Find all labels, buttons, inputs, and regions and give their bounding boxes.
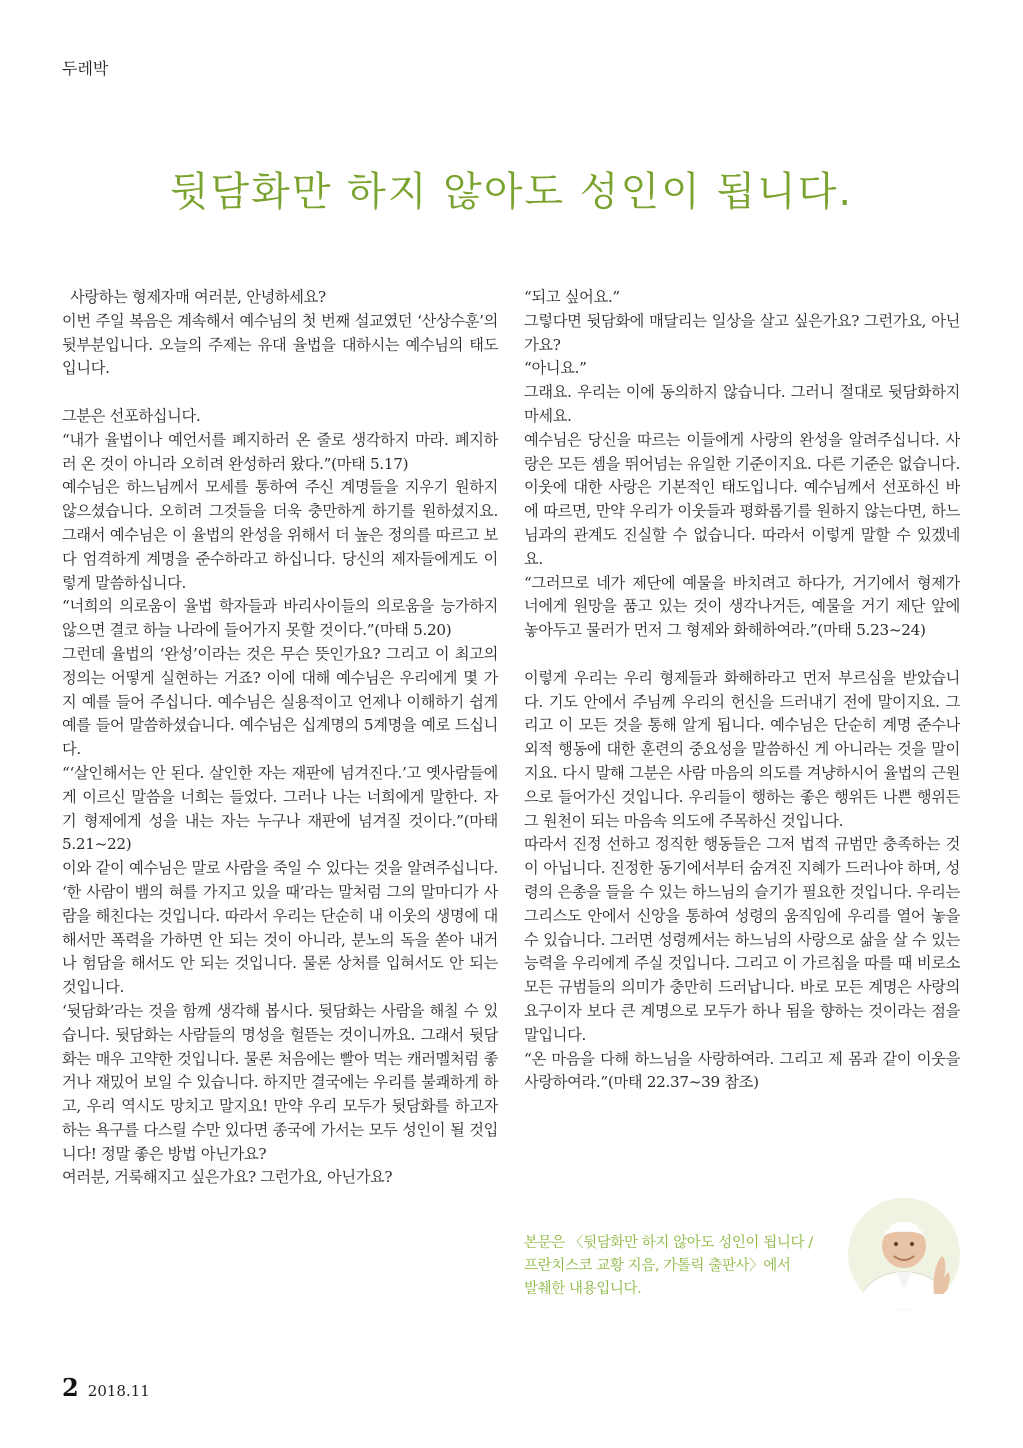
source-note: [524, 1232, 854, 1301]
paragraph: ‘뒷담화’라는 것을 함께 생각해 봅시다. 뒷담화는 사람을 해칠 수 있습니다. 뒷담화는 사람들의 명성을 헐뜯는 것이니까요. 그래서 뒷담화는 매우 고약한 것입니다. 물론 처음에는 빨아 먹는 캐러멜처럼 좋거나 재밌어 보일 수 있습니다. 하지만 결국에는 우리를 불쾌하게 하고, 우리 역시도 망치고 말지요! 만약 우리 모두가 뒷담화를 하고자 하는 욕구를 다스릴 수만 있다면 종국에 가서는 모두 성인이 될 것입니다! 정말 좋은 방법 아닌가요?: [62, 1001, 498, 1163]
article-title: 뒷담화만 하지 않아도 성인이 됩니다.: [169, 169, 854, 215]
paragraph: “‘살인해서는 안 된다. 살인한 자는 재판에 넘겨진다.’고 옛사람들에게 이르신 말씀을 너희는 들었다. 그러나 나는 너희에게 말한다. 자기 형제에게 성을 내는 자는 누구나 재판에 넘겨질 것이다.”(마태 5.21~22): [62, 763, 498, 854]
paragraph: 사랑하는 형제자매 여러분, 안녕하세요?: [70, 288, 326, 306]
paragraph: “내가 율법이나 예언서를 폐지하러 온 줄로 생각하지 마라. 폐지하러 온 것이 아니라 오히려 완성하러 왔다.”(마태 5.17): [62, 430, 498, 473]
source-note-line: 발췌한 내용입니다.: [524, 1281, 642, 1297]
paragraph-gap: [62, 381, 498, 405]
paragraph: “너희의 의로움이 율법 학자들과 바리사이들의 의로움을 능가하지 않으면 결코 하늘 나라에 들어가지 못할 것이다.”(마태 5.20): [62, 597, 498, 640]
paragraph: 그런데 율법의 ‘완성’이라는 것은 무슨 뜻인가요? 그리고 이 최고의 정의는 어떻게 실현하는 거죠? 이에 대해 예수님은 우리에게 몇 가지 예를 들어 주십니다. 예수님은 실용적이고 언제나 이해하기 쉽게 예를 들어 말씀하셨습니다. 예수님은 십계명의 5계명을 예로 드십니다.: [62, 644, 498, 759]
paragraph: 이번 주일 복음은 계속해서 예수님의 첫 번째 설교였던 ‘산상수훈’의 뒷부분입니다. 오늘의 주제는 유대 율법을 대하시는 예수님의 태도입니다.: [62, 311, 498, 378]
section-label: 두레박: [62, 59, 109, 78]
paragraph-gap: [524, 643, 960, 667]
paragraph: 이렇게 우리는 우리 형제들과 화해하라고 먼저 부르심을 받았습니다. 기도 안에서 주님께 우리의 헌신을 드러내기 전에 말이지요. 그리고 이 모든 것을 통해 알게 됩니다. 예수님은 단순히 계명 준수나 외적 행동에 대한 훈련의 중요성을 말씀하신 게 아니라는 것을 말이지요. 다시 말해 그분은 사람 마음의 의도를 겨냥하시어 율법의 근원으로 들어가신 것입니다. 우리들이 행하는 좋은 행위든 나쁜 행위든 그 원천이 되는 마음속 의도에 주목하신 것입니다.: [524, 668, 960, 830]
issue-date: 2018.11: [87, 1382, 150, 1400]
paragraph: “되고 싶어요.”: [524, 288, 620, 306]
right-column: [524, 286, 960, 1095]
paragraph: “온 마음을 다해 하느님을 사랑하여라. 그리고 제 몸과 같이 이웃을 사랑하여라.”(마태 22.37~39 참조): [524, 1049, 960, 1092]
paragraph: 따라서 진정 선하고 정직한 행동들은 그저 법적 규범만 충족하는 것이 아닙니다. 진정한 동기에서부터 숨겨진 지혜가 드러나야 하며, 성령의 은총을 들을 수 있는 하느님의 슬기가 필요한 것입니다. 우리는 그리스도 안에서 신앙을 통하여 성령의 움직임에 우리를 열어 놓을 수 있습니다. 그러면 성령께서는 하느님의 사랑으로 삶을 살 수 있는 능력을 우리에게 주실 것입니다. 그리고 이 가르침을 따를 때 비로소 모든 규범들의 의미가 충만히 드러납니다. 바로 모든 계명은 사랑의 요구이자 보다 큰 계명으로 모두가 하나 됨을 향하는 것이라는 점을 말입니다.: [524, 835, 960, 1044]
paragraph: “아니요.”: [524, 359, 587, 378]
paragraph: 예수님은 하느님께서 모세를 통하여 주신 계명들을 지우기 원하지 않으셨습니다. 오히려 그것들을 더욱 충만하게 하기를 원하셨지요. 그래서 예수님은 이 율법의 완성을 위해서 더 높은 정의를 따르고 보다 엄격하게 계명을 준수하라고 하십니다. 당신의 제자들에게도 이렇게 말씀하십니다.: [62, 478, 498, 592]
paragraph: 그렇다면 뒷담화에 매달리는 일상을 살고 싶은가요? 그런가요, 아닌가요?: [524, 311, 960, 354]
paragraph: 그분은 선포하십니다.: [62, 406, 201, 425]
paragraph: 여러분, 거룩해지고 싶은가요? 그런가요, 아닌가요?: [62, 1168, 393, 1187]
paragraph: 예수님은 당신을 따르는 이들에게 사랑의 완성을 알려주십니다. 사랑은 모든 셈을 뛰어넘는 유일한 기준이지요. 다른 기준은 없습니다. 이웃에 대한 사랑은 기본적인 태도입니다. 예수님께서 선포하신 바에 따르면, 만약 우리가 이웃들과 평화롭기를 원하지 않는다면, 하느님과의 관계도 진실할 수 없습니다. 따라서 이렇게 말할 수 있겠네요.: [524, 430, 960, 568]
source-note-line: 본문은 〈뒷담화만 하지 않아도 성인이 됩니다 /: [524, 1235, 813, 1251]
source-note-line: 프란치스코 교황 지음, 가톨릭 출판사〉에서: [524, 1258, 791, 1274]
pope-portrait-image: [848, 1198, 960, 1310]
portrait-illustration: [848, 1198, 960, 1310]
page-number: 2: [62, 1373, 79, 1402]
paragraph: “그러므로 네가 제단에 예물을 바치려고 하다가, 거기에서 형제가 너에게 원망을 품고 있는 것이 생각나거든, 예물을 거기 제단 앞에 놓아두고 물러가 먼저 그 형제와 화해하여라.”(마태 5.23~24): [524, 573, 960, 640]
paragraph: 그래요. 우리는 이에 동의하지 않습니다. 그러니 절대로 뒷담화하지 마세요.: [524, 383, 960, 425]
page-footer: [62, 1373, 150, 1402]
paragraph: 이와 같이 예수님은 말로 사람을 죽일 수 있다는 것을 알려주십니다. ‘한 사람이 뱀의 혀를 가지고 있을 때’라는 말처럼 그의 말마디가 사람을 해친다는 것입니다. 따라서 우리는 단순히 내 이웃의 생명에 대해서만 폭력을 가하면 안 되는 것이 아니라, 분노의 독을 쏟아 내거나 험담을 해서도 안 되는 것입니다. 물론 상처를 입혀서도 안 되는 것입니다.: [62, 859, 498, 997]
left-column: [62, 286, 498, 1190]
